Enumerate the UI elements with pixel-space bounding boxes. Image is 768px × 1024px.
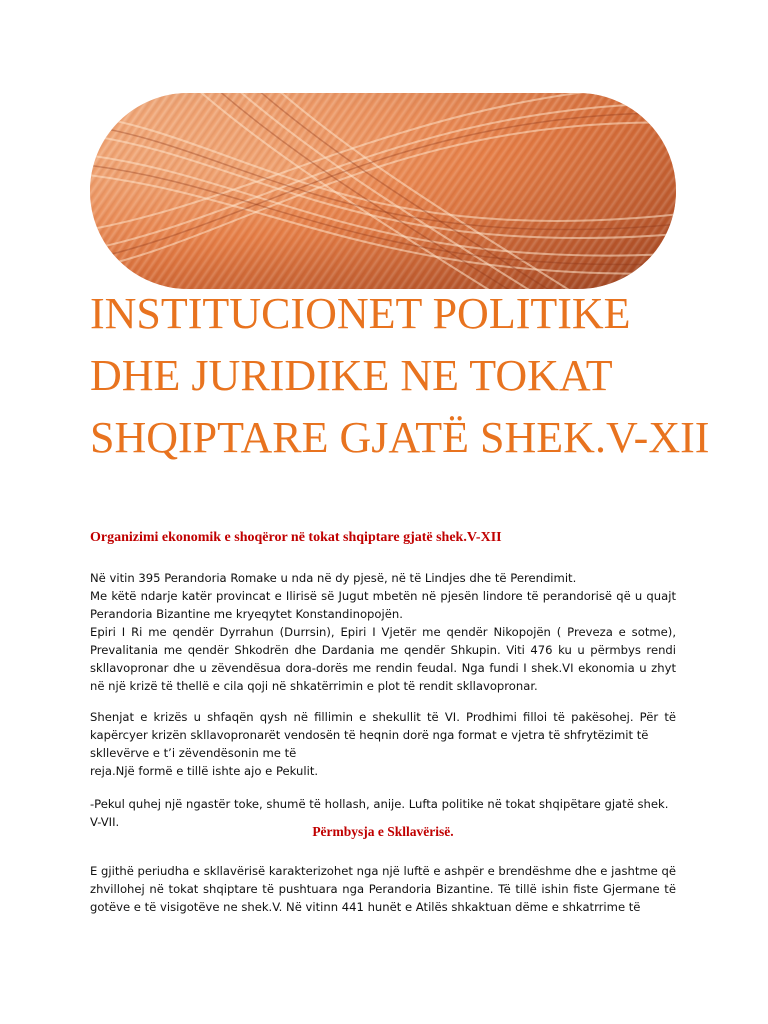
twisted-fiber-graphic bbox=[90, 93, 676, 289]
paragraph-slavery: E gjithë periudha e skllavërisë karakterizohet nga një luftë e ashpër e brendëshme dhe e jashtme që zhvillohej në tokat shqiptare të pushtuara nga Perandoria Bizantine. Të tillë ishin fiste Gjermane të gotëve e të visigotëve ne shek.V. Në vitinn 441 hunët e Atilës shkaktuan dëme e shkatrrime të bbox=[90, 864, 676, 914]
paragraph-pekul: -Pekul quhej një ngastër toke, shumë të hollash, anije. Lufta politike në tokat shqipëtare gjatë shek. V-VII. bbox=[90, 797, 669, 829]
decorative-banner-image bbox=[90, 93, 676, 289]
paragraph-line: Në vitin 395 Perandoria Romake u nda në dy pjesë, në të Lindjes dhe të Perendimit. bbox=[90, 571, 577, 585]
document-title: INSTITUCIONET POLITIKE DHE JURIDIKE NE TOKAT SHQIPTARE GJATË SHEK.V-XII bbox=[90, 289, 710, 462]
section-heading: Përmbysja e Skllavërisë. bbox=[312, 824, 454, 839]
paragraph-line: reja.Një formë e tillë ishte ajo e Pekulit. bbox=[90, 764, 319, 778]
paragraph-provinces bbox=[90, 569, 676, 695]
paragraph-line: skllevërve e t’i zëvendësonin me të bbox=[90, 746, 297, 760]
document-subtitle: Organizimi ekonomik e shoqëror në tokat shqiptare gjatë shek.V-XII bbox=[90, 530, 502, 545]
paragraph-line: Epiri I Ri me qendër Dyrrahun (Durrsin), Epiri I Vjetër me qendër Nikopojën ( Preveza e sotme), Prevalitania me qendër Shkodrën dhe Dardania me qendër Shkupin. Viti 476 ku u përmbys rendi skllavopronar dhe u zëvendësua dora-dorës me rendin feudal. Nga fundi I shek.VI ekonomia u zhyt në një krizë të thellë e cila qoji në shkatërrimin e plot të rendit skllavopronar. bbox=[90, 625, 676, 693]
paragraph-line: Shenjat e krizës u shfaqën qysh në fillimin e shekullit të VI. Prodhimi filloi të pakësohej. Për të kapërcyer krizën skllavopronarët vendosën të heqnin dorë nga format e vjetra të shfrytëzimit të bbox=[90, 710, 676, 742]
paragraph-crisis bbox=[90, 708, 676, 780]
paragraph-line: Me këtë ndarje katër provincat e Ilirisë së Jugut mbetën në pjesën lindore të perandorisë që u quajt Perandoria Bizantine me kryeqytet Konstandinopojën. bbox=[90, 589, 676, 621]
